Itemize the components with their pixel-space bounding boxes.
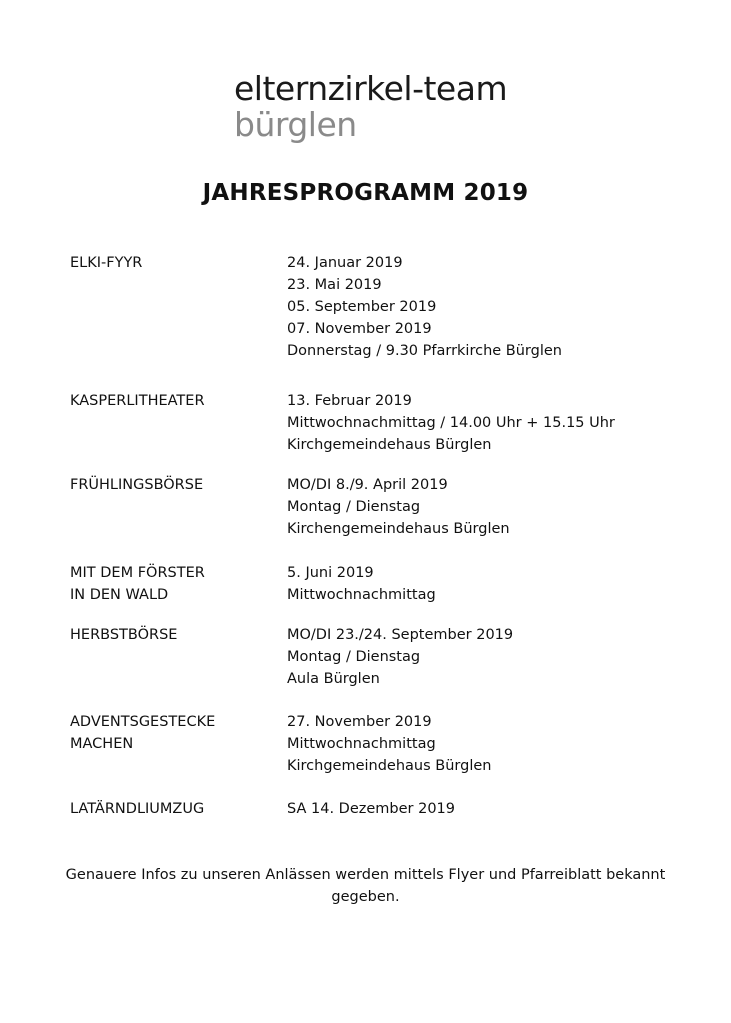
event-name [70,624,287,690]
event-row [70,252,690,362]
event-detail-line: 05. September 2019 [287,299,437,315]
event-row [70,624,690,690]
event-detail-line: Donnerstag / 9.30 Pfarrkirche Bürglen [287,343,562,359]
event-details [287,252,562,362]
event-name-line: IN DEN WALD [70,587,169,603]
event-detail-line: MO/DI 8./9. April 2019 [287,477,448,493]
event-name-line: FRÜHLINGSBÖRSE [70,477,204,493]
event-row [70,711,690,777]
page-title: JAHRESPROGRAMM 2019 [202,180,529,206]
event-detail-line: MO/DI 23./24. September 2019 [287,627,514,643]
event-name-line: ELKI-FYYR [70,255,143,271]
event-name-line: MACHEN [70,736,134,752]
footer-note: Genauere Infos zu unseren Anlässen werden mittels Flyer und Pfarreiblatt bekannt gegeben. [65,867,666,905]
event-detail-line: 23. Mai 2019 [287,277,382,293]
event-details [287,624,513,690]
event-detail-line: Kirchengemeindehaus Bürglen [287,521,510,537]
event-name-line: HERBSTBÖRSE [70,627,178,643]
event-detail-line: Mittwochnachmittag [287,736,436,752]
event-name-line: KASPERLITHEATER [70,393,205,409]
event-details [287,562,436,606]
event-row [70,562,690,606]
event-row [70,798,690,820]
event-detail-line: 24. Januar 2019 [287,255,403,271]
event-detail-line: Montag / Dienstag [287,499,421,515]
event-detail-line: 27. November 2019 [287,714,432,730]
logo [234,69,508,144]
events-list [70,252,690,820]
event-detail-line: Aula Bürglen [287,671,380,687]
event-detail-line: 13. Februar 2019 [287,393,412,409]
event-details [287,474,510,540]
event-name [70,711,287,777]
event-detail-line: Montag / Dienstag [287,649,421,665]
event-detail-line: 07. November 2019 [287,321,432,337]
event-name [70,390,287,456]
event-detail-line: Mittwochnachmittag [287,587,436,603]
event-detail-line: 5. Juni 2019 [287,565,374,581]
event-row [70,474,690,540]
event-details [287,798,455,820]
event-name [70,252,287,362]
event-details [287,390,615,456]
logo-line-2: bürglen [234,105,357,144]
event-detail-line: Kirchgemeindehaus Bürglen [287,437,492,453]
event-details [287,711,491,777]
event-name-line: MIT DEM FÖRSTER [70,565,205,581]
event-name [70,798,287,820]
event-name-line: LATÄRNDLIUMZUG [70,801,205,817]
event-name [70,562,287,606]
event-name [70,474,287,540]
event-detail-line: Kirchgemeindehaus Bürglen [287,758,492,774]
event-detail-line: SA 14. Dezember 2019 [287,801,456,817]
event-detail-line: Mittwochnachmittag / 14.00 Uhr + 15.15 Uhr [287,415,615,431]
logo-line-1: elternzirkel-team [234,69,508,108]
event-row [70,390,690,456]
event-name-line: ADVENTSGESTECKE [70,714,216,730]
